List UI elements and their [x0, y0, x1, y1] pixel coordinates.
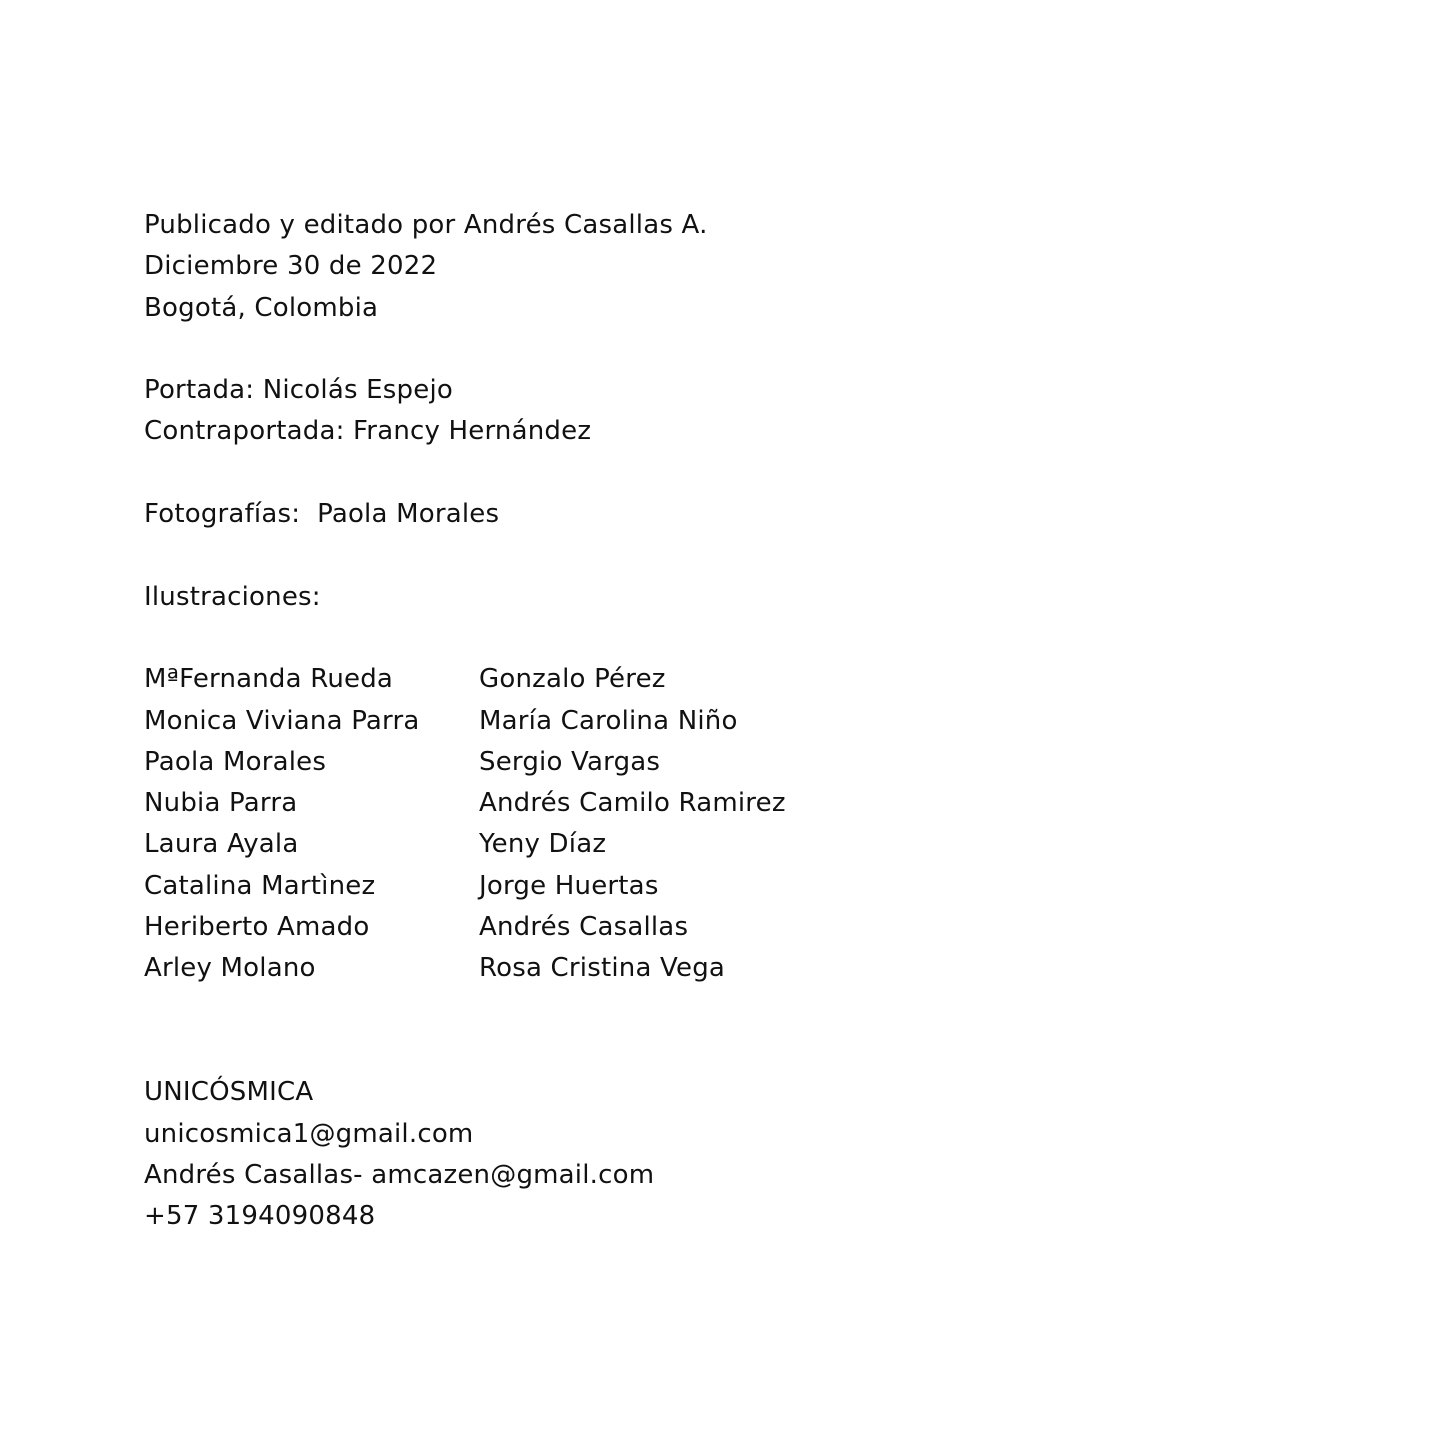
- publication-date: Diciembre 30 de 2022: [144, 251, 438, 282]
- illustrators-right-column: [479, 659, 979, 989]
- illustrator-name: MªFernanda Rueda: [144, 664, 394, 695]
- cover-credit: Portada: Nicolás Espejo: [144, 375, 453, 406]
- illustrations-heading: Ilustraciones:: [144, 581, 321, 612]
- illustrator-name: Arley Molano: [144, 953, 316, 984]
- photos-credit: Fotografías: Paola Morales: [144, 499, 500, 530]
- organization-email: unicosmica1@gmail.com: [144, 1118, 474, 1149]
- illustrator-name: Paola Morales: [144, 746, 327, 777]
- illustrator-name: Monica Viviana Parra: [144, 705, 420, 736]
- illustrator-name: Jorge Huertas: [479, 870, 659, 901]
- spacer: [144, 535, 1294, 576]
- illustrator-name: Catalina Martìnez: [144, 870, 376, 901]
- illustrator-name: Heriberto Amado: [144, 912, 370, 943]
- illustrator-name: Sergio Vargas: [479, 746, 661, 777]
- contact-phone: +57 3194090848: [144, 1201, 376, 1232]
- spacer: [144, 618, 1294, 659]
- illustrators-list: [144, 659, 1294, 989]
- spacer: [144, 990, 1294, 1073]
- colophon-page: [144, 205, 1294, 1237]
- spacer: [144, 329, 1294, 370]
- illustrator-name: Gonzalo Pérez: [479, 664, 666, 695]
- organization-name: UNICÓSMICA: [144, 1077, 314, 1108]
- publication-place: Bogotá, Colombia: [144, 292, 379, 323]
- illustrator-name: Andrés Camilo Ramirez: [479, 788, 786, 819]
- illustrators-left-column: [144, 659, 479, 989]
- back-cover-credit: Contraportada: Francy Hernández: [144, 416, 592, 447]
- publisher-line: Publicado y editado por Andrés Casallas A.: [144, 210, 708, 240]
- illustrator-name: Laura Ayala: [144, 829, 299, 860]
- spacer: [144, 453, 1294, 494]
- illustrator-name: María Carolina Niño: [479, 705, 738, 736]
- illustrator-name: Rosa Cristina Vega: [479, 953, 726, 984]
- illustrator-name: Andrés Casallas: [479, 912, 689, 943]
- contact-person: Andrés Casallas- amcazen@gmail.com: [144, 1159, 655, 1190]
- illustrator-name: Yeny Díaz: [479, 829, 607, 860]
- illustrator-name: Nubia Parra: [144, 788, 298, 819]
